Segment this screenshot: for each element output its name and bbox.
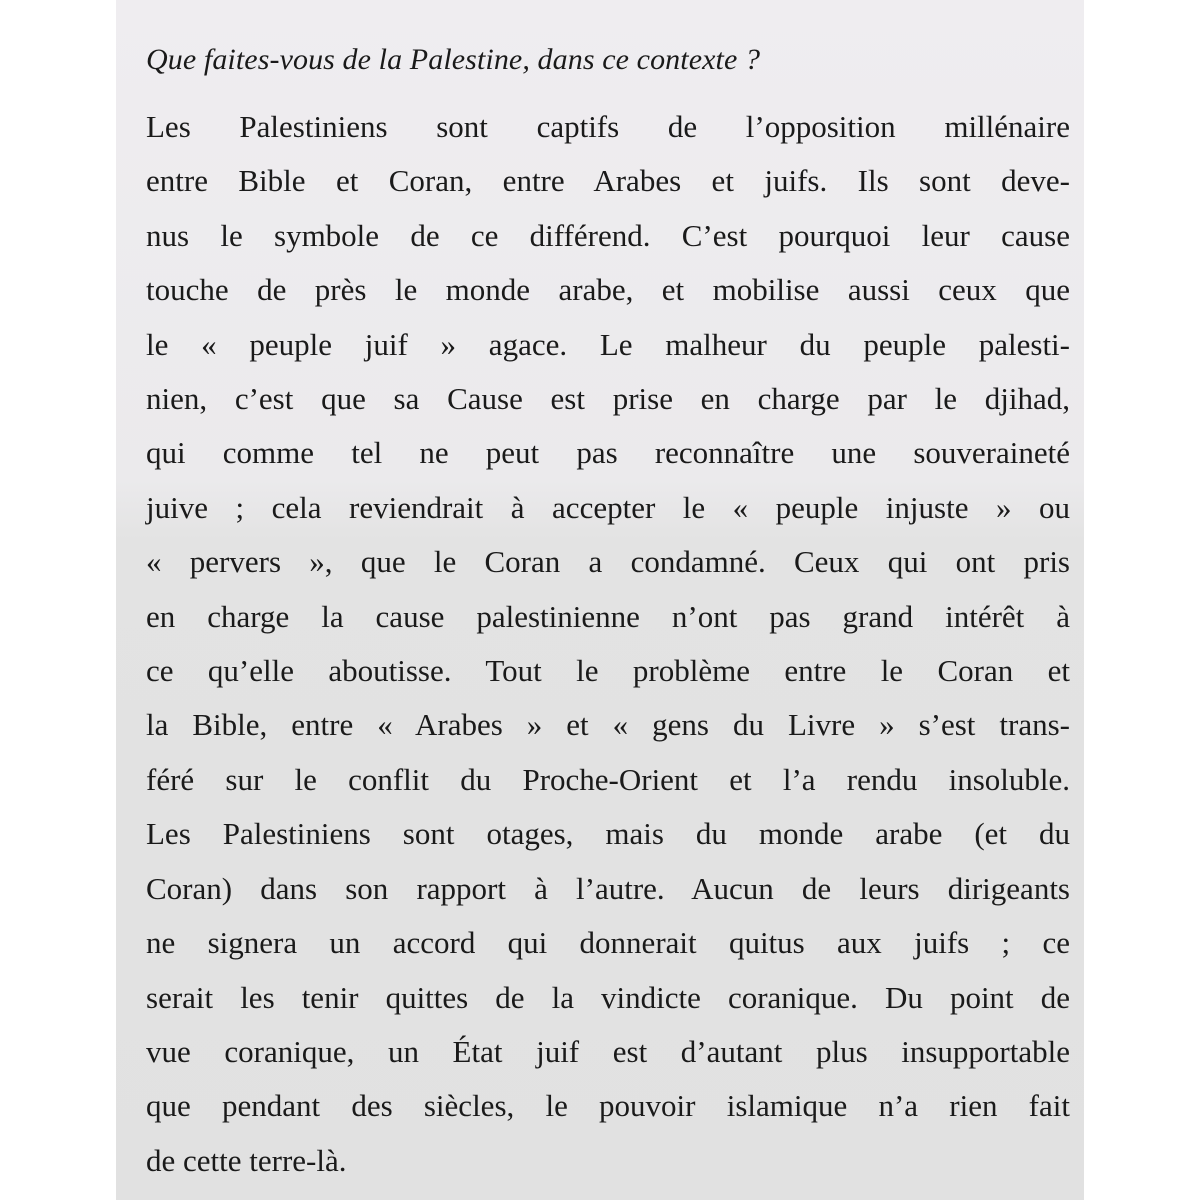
text-line: que pendant des siècles, le pouvoir islamique n’a rien fait xyxy=(146,1088,1070,1124)
text-line: Les Palestiniens sont otages, mais du monde arabe (et du xyxy=(146,816,1070,852)
text-line: Coran) dans son rapport à l’autre. Aucun de leurs dirigeants xyxy=(146,870,1070,906)
text-line: de cette terre-là. xyxy=(146,1142,347,1178)
text-line: qui comme tel ne peut pas reconnaître une souveraineté xyxy=(146,435,1070,471)
text-line: juive ; cela reviendrait à accepter le « peuple injuste » ou xyxy=(146,489,1070,525)
text-line: touche de près le monde arabe, et mobilise aussi ceux que xyxy=(146,272,1070,308)
answer-paragraph xyxy=(146,100,1070,1188)
interview-question: Que faites-vous de la Palestine, dans ce contexte ? xyxy=(146,43,761,76)
text-line: ce qu’elle aboutisse. Tout le problème entre le Coran et xyxy=(146,653,1070,689)
text-line: féré sur le conflit du Proche-Orient et l’a rendu insoluble. xyxy=(146,761,1070,797)
text-line: nus le symbole de ce différend. C’est pourquoi leur cause xyxy=(146,217,1070,253)
text-line: serait les tenir quittes de la vindicte coranique. Du point de xyxy=(146,979,1070,1015)
text-line: nien, c’est que sa Cause est prise en charge par le djihad, xyxy=(146,381,1070,417)
text-line: entre Bible et Coran, entre Arabes et juifs. Ils sont deve- xyxy=(146,163,1070,199)
book-page xyxy=(116,0,1084,1200)
text-line: en charge la cause palestinienne n’ont pas grand intérêt à xyxy=(146,598,1070,634)
text-line: vue coranique, un État juif est d’autant plus insupportable xyxy=(146,1033,1070,1069)
page-text xyxy=(146,40,1070,1188)
text-line: le « peuple juif » agace. Le malheur du peuple palesti- xyxy=(146,326,1070,362)
text-line: ne signera un accord qui donnerait quitus aux juifs ; ce xyxy=(146,925,1070,961)
text-line: « pervers », que le Coran a condamné. Ceux qui ont pris xyxy=(146,544,1070,580)
text-line: la Bible, entre « Arabes » et « gens du Livre » s’est trans- xyxy=(146,707,1070,743)
text-line: Les Palestiniens sont captifs de l’opposition millénaire xyxy=(146,109,1070,144)
